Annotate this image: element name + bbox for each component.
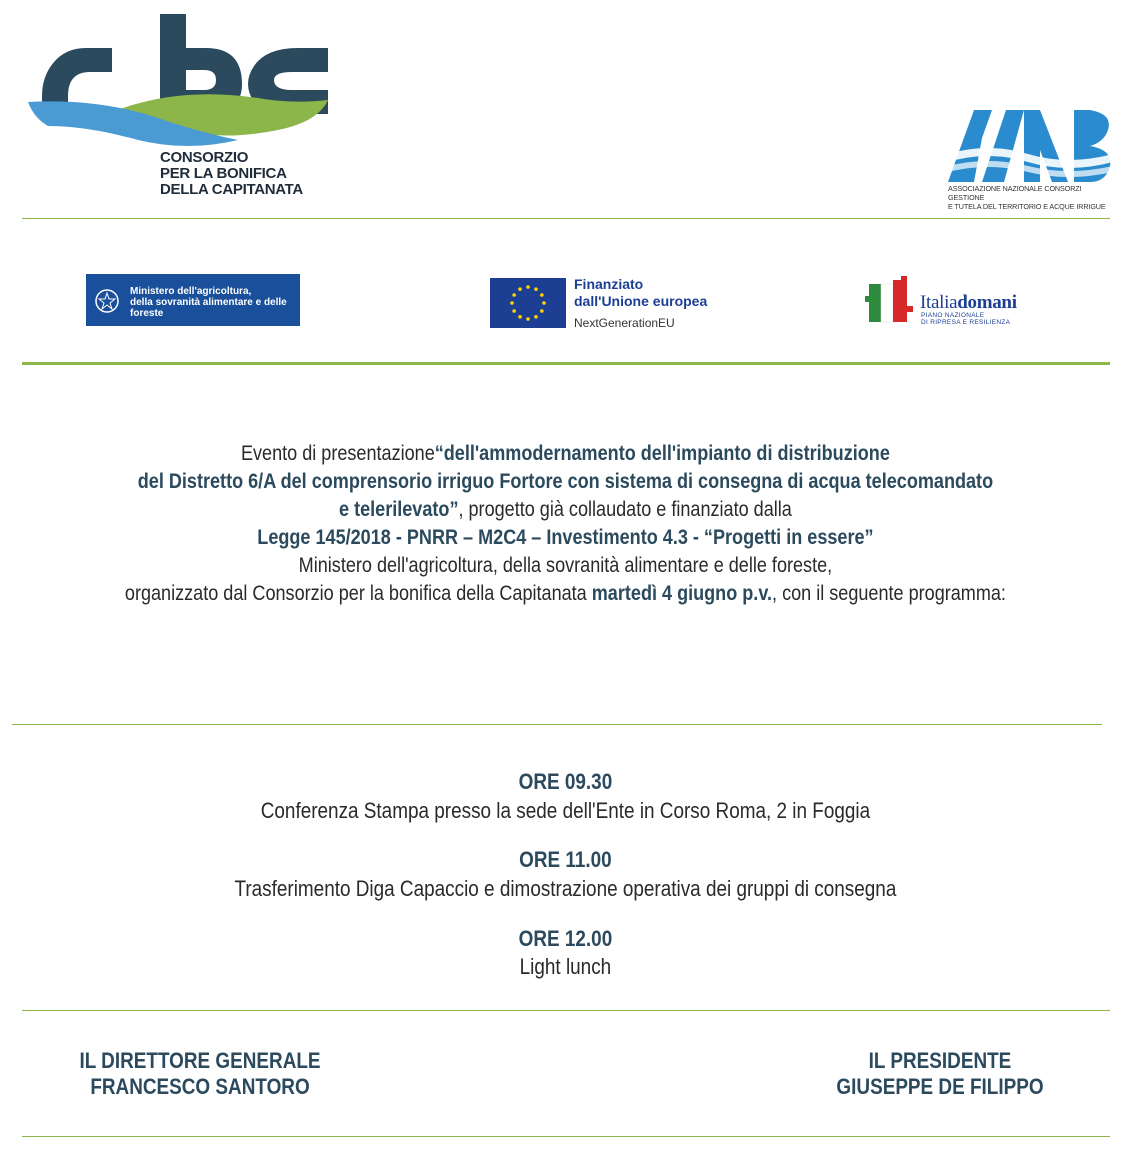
cbc-logo-text: [160, 150, 360, 198]
ministry-line-3: foreste: [130, 308, 164, 319]
eu-star-icon: [510, 301, 514, 305]
ministry-line-1: Ministero dell'agricoltura,: [130, 286, 252, 297]
schedule-time: ORE 09.30: [518, 769, 613, 794]
cbc-line-1: CONSORZIO: [160, 149, 249, 166]
italiadomani-logo: [865, 276, 913, 326]
intro-line-5: [79, 552, 1052, 580]
anbi-line-1: ASSOCIAZIONE NAZIONALE CONSORZI GESTIONE: [948, 184, 1082, 202]
eu-star-icon: [542, 301, 546, 305]
ministry-line-2: della sovranità alimentare e delle: [130, 297, 287, 308]
eu-title-line-1: Finanziato: [574, 276, 644, 292]
intro-text: Ministero dell'agricoltura, della sovranità alimentare e delle foreste,: [298, 554, 833, 577]
eu-title-line-2: dall'Unione europea: [574, 293, 708, 309]
eu-star-icon: [540, 293, 544, 297]
signature-right: [811, 1048, 1069, 1100]
funding-reference: Legge 145/2018 - PNRR – M2C4 – Investimento 4.3 - “Progetti in essere”: [257, 526, 874, 549]
eu-star-icon: [534, 287, 538, 291]
eu-star-icon: [526, 317, 530, 321]
signature-role: IL PRESIDENTE: [868, 1048, 1012, 1073]
schedule-time: ORE 12.00: [518, 926, 613, 951]
intro-line-4: [79, 524, 1052, 552]
italiadomani-subtitle: [921, 312, 1010, 326]
eu-star-icon: [512, 293, 516, 297]
schedule-description: Trasferimento Diga Capaccio e dimostrazione operativa dei gruppi di consegna: [234, 876, 897, 901]
eu-title: [574, 276, 707, 310]
intro-line-3: [79, 496, 1052, 524]
divider: [12, 724, 1102, 725]
eu-flag-icon: [490, 278, 566, 328]
schedule-time: ORE 11.00: [519, 847, 612, 872]
intro-text: organizzato dal Consorzio per la bonifica della Capitanata: [124, 582, 592, 605]
italiadomani-sub-1: PIANO NAZIONALE: [921, 312, 985, 319]
ministry-badge: [86, 274, 300, 326]
intro-text: , progetto già collaudato e finanziato dalla: [458, 498, 792, 521]
project-title: del Distretto 6/A del comprensorio irriguo Fortore con sistema di consegna di acqua telecomandato: [137, 470, 994, 493]
eu-star-icon: [534, 315, 538, 319]
eu-subtitle: NextGenerationEU: [574, 316, 675, 330]
event-date: martedì 4 giugno p.v.: [591, 582, 773, 605]
cbc-line-3: DELLA CAPITANATA: [160, 181, 303, 198]
anbi-line-2: E TUTELA DEL TERRITORIO E ACQUE IRRIGUE: [948, 202, 1106, 211]
italiadomani-bold: domani: [957, 292, 1017, 313]
italiadomani-prefix: Italia: [920, 292, 958, 313]
divider: [22, 218, 1110, 219]
eu-star-icon: [512, 309, 516, 313]
signature-left: [71, 1048, 329, 1100]
signature-role: IL DIRETTORE GENERALE: [79, 1048, 321, 1073]
intro-text: , con il seguente programma:: [772, 582, 1006, 605]
divider: [22, 362, 1110, 365]
intro-paragraph: [79, 440, 1052, 608]
anbi-logo: [948, 110, 1113, 182]
divider: [22, 1136, 1110, 1137]
ministry-text: [130, 286, 298, 319]
intro-line-2: [79, 468, 1052, 496]
intro-line-1: [79, 440, 1052, 468]
divider: [22, 1010, 1110, 1011]
italiadomani-sub-2: DI RIPRESA E RESILIENZA: [921, 319, 1011, 326]
anbi-logo-text: [948, 184, 1118, 211]
eu-star-icon: [540, 309, 544, 313]
project-title: e telerilevato”: [339, 498, 459, 521]
cbc-line-2: PER LA BONIFICA: [160, 165, 287, 182]
eu-star-icon: [518, 287, 522, 291]
schedule-description: Light lunch: [519, 954, 612, 979]
signature-name: GIUSEPPE DE FILIPPO: [836, 1074, 1044, 1099]
eu-star-icon: [526, 285, 530, 289]
intro-line-6: [79, 580, 1052, 608]
italian-emblem-icon: [94, 288, 120, 314]
signature-name: FRANCESCO SANTORO: [90, 1074, 310, 1099]
eu-star-icon: [518, 315, 522, 319]
schedule-description: Conferenza Stampa presso la sede dell'Ente in Corso Roma, 2 in Foggia: [260, 798, 871, 823]
italiadomani-title: [920, 292, 1017, 314]
intro-text: Evento di presentazione: [240, 442, 435, 465]
project-title: “dell'ammodernamento dell'impianto di distribuzione: [434, 442, 890, 465]
